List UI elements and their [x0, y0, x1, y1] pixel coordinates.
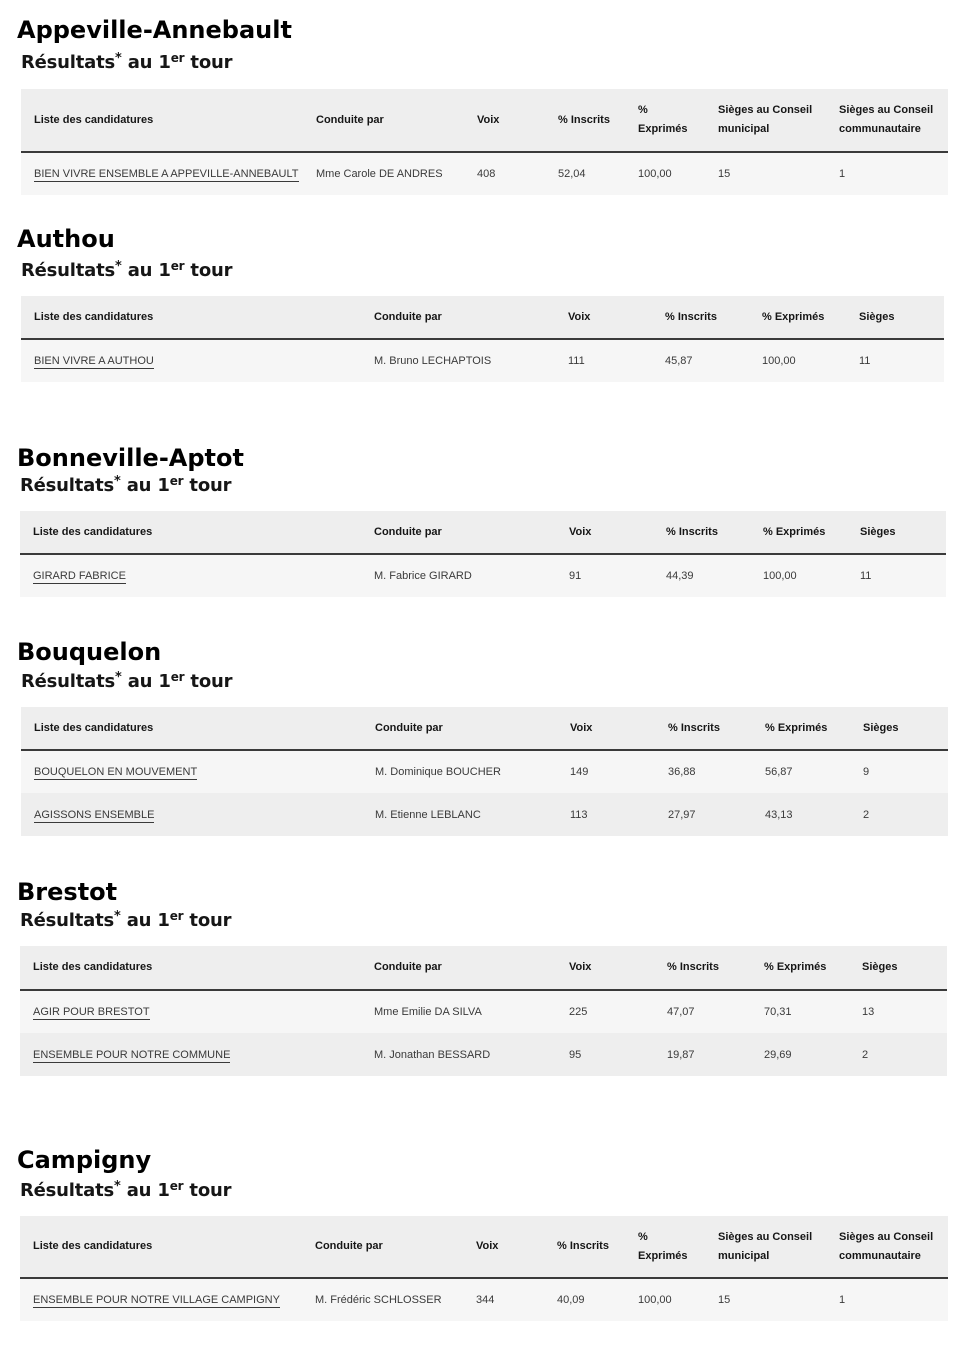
cell-liste: [20, 1033, 361, 1076]
results-label-mid: au 1: [120, 910, 170, 931]
results-label-suffix: tour: [183, 910, 232, 931]
results-table: [20, 1216, 948, 1321]
table-row: [21, 750, 948, 793]
cell-sieges-cm: 15: [705, 1278, 826, 1321]
header-liste: Liste des candidatures: [20, 946, 361, 990]
cell-voix: 95: [556, 1033, 654, 1076]
cell-inscrits: 40,09: [544, 1278, 625, 1321]
cell-voix: 408: [464, 152, 545, 195]
header-voix: Voix: [557, 707, 655, 750]
cell-sieges: 9: [850, 750, 948, 793]
header-liste: Liste des candidatures: [21, 89, 303, 152]
cell-exprimes: 100,00: [625, 1278, 705, 1321]
header-inscrits: % Inscrits: [654, 946, 751, 990]
results-label-asterisk: *: [114, 1179, 121, 1194]
header-sieges: Sièges: [850, 707, 948, 750]
results-label-suffix: tour: [183, 1180, 232, 1201]
cell-exprimes: 29,69: [751, 1033, 849, 1076]
commune-title: Campigny: [17, 1146, 152, 1174]
table-row: [21, 339, 944, 382]
cell-voix: 344: [463, 1278, 544, 1321]
cell-conduite: M. Jonathan BESSARD: [361, 1033, 556, 1076]
header-voix: Voix: [555, 296, 652, 339]
results-label-asterisk: *: [114, 474, 121, 489]
cell-voix: 149: [557, 750, 655, 793]
results-label-asterisk: *: [115, 670, 122, 685]
list-link[interactable]: BIEN VIVRE ENSEMBLE A APPEVILLE-ANNEBAULT: [34, 168, 299, 180]
results-table: [21, 707, 948, 836]
cell-liste: [20, 990, 361, 1033]
cell-voix: 91: [556, 554, 653, 597]
header-liste: Liste des candidatures: [21, 707, 362, 750]
header-voix: Voix: [556, 946, 654, 990]
results-label-ordinal: er: [169, 474, 184, 488]
header-inscrits: % Inscrits: [655, 707, 752, 750]
list-link[interactable]: AGISSONS ENSEMBLE: [34, 808, 155, 821]
list-link[interactable]: GIRARD FABRICE: [33, 570, 126, 582]
results-table: [21, 89, 948, 195]
cell-conduite: Mme Carole DE ANDRES: [303, 152, 464, 195]
cell-sieges: 11: [846, 339, 944, 382]
header-exprimes: % Exprimés: [625, 1216, 705, 1278]
header-conduite: Conduite par: [361, 946, 556, 990]
cell-liste: [20, 1278, 302, 1321]
header-voix: Voix: [464, 89, 545, 152]
results-label-prefix: Résultats: [21, 260, 116, 281]
header-exprimes: % Exprimés: [751, 946, 849, 990]
cell-liste: [21, 793, 362, 836]
cell-conduite: Mme Emilie DA SILVA: [361, 990, 556, 1033]
header-liste: Liste des candidatures: [21, 296, 361, 339]
cell-liste: [20, 554, 361, 597]
header-liste: Liste des candidatures: [20, 511, 361, 554]
cell-voix: 111: [555, 339, 652, 382]
header-exprimes: % Exprimés: [749, 296, 846, 339]
header-voix: Voix: [556, 511, 653, 554]
header-sieges: Sièges: [849, 946, 947, 990]
results-label-asterisk: *: [115, 51, 122, 66]
cell-conduite: M. Etienne LEBLANC: [362, 793, 557, 836]
cell-exprimes: 100,00: [750, 554, 847, 597]
cell-exprimes: 56,87: [752, 750, 850, 793]
results-label-prefix: Résultats: [21, 52, 116, 73]
results-label-ordinal: er: [170, 259, 185, 273]
cell-sieges-cc: 1: [826, 152, 948, 195]
cell-sieges: 2: [850, 793, 948, 836]
results-label-ordinal: er: [169, 1179, 184, 1193]
results-subtitle: [21, 260, 232, 282]
results-label-prefix: Résultats: [21, 671, 116, 692]
cell-sieges-cc: 1: [826, 1278, 948, 1321]
results-label-suffix: tour: [184, 260, 233, 281]
table-header-row: [20, 1216, 948, 1278]
results-label-prefix: Résultats: [20, 475, 115, 496]
cell-conduite: M. Frédéric SCHLOSSER: [302, 1278, 463, 1321]
cell-liste: [21, 750, 362, 793]
cell-inscrits: 52,04: [545, 152, 625, 195]
cell-voix: 113: [557, 793, 655, 836]
header-sieges-cm: Sièges au Conseil municipal: [705, 1216, 826, 1278]
cell-sieges: 13: [849, 990, 947, 1033]
commune-title: Bouquelon: [17, 638, 162, 666]
results-label-mid: au 1: [120, 475, 170, 496]
results-table: [20, 511, 946, 597]
cell-conduite: M. Fabrice GIRARD: [361, 554, 556, 597]
table-header-row: [21, 296, 944, 339]
header-inscrits: % Inscrits: [653, 511, 750, 554]
list-link[interactable]: ENSEMBLE POUR NOTRE VILLAGE CAMPIGNY: [33, 1294, 280, 1306]
cell-conduite: M. Bruno LECHAPTOIS: [361, 339, 555, 382]
header-voix: Voix: [463, 1216, 544, 1278]
list-link[interactable]: BIEN VIVRE A AUTHOU: [34, 355, 154, 367]
table-row: [20, 990, 947, 1033]
table-header-row: [21, 707, 948, 750]
results-label-mid: au 1: [121, 671, 171, 692]
header-sieges-cc: Sièges au Conseil communautaire: [826, 1216, 948, 1278]
results-label-ordinal: er: [170, 51, 185, 65]
header-sieges: Sièges: [846, 296, 944, 339]
header-conduite: Conduite par: [361, 511, 556, 554]
cell-conduite: M. Dominique BOUCHER: [362, 750, 557, 793]
cell-liste: [21, 339, 361, 382]
cell-exprimes: 100,00: [625, 152, 705, 195]
cell-inscrits: 19,87: [654, 1033, 751, 1076]
commune-title: Brestot: [17, 878, 118, 906]
list-link[interactable]: AGIR POUR BRESTOT: [33, 1006, 150, 1018]
commune-title: Appeville-Annebault: [17, 16, 292, 44]
table-header-row: [20, 511, 946, 554]
cell-exprimes: 70,31: [751, 990, 849, 1033]
cell-sieges-cm: 15: [705, 152, 826, 195]
cell-exprimes: 100,00: [749, 339, 846, 382]
cell-inscrits: 36,88: [655, 750, 752, 793]
table-row: [21, 152, 948, 195]
header-conduite: Conduite par: [302, 1216, 463, 1278]
header-exprimes: % Exprimés: [750, 511, 847, 554]
table-row: [20, 1278, 948, 1321]
header-sieges-cm: Sièges au Conseil municipal: [705, 89, 826, 152]
header-inscrits: % Inscrits: [544, 1216, 625, 1278]
table-row: [21, 793, 948, 836]
cell-sieges: 2: [849, 1033, 947, 1076]
header-sieges: Sièges: [847, 511, 946, 554]
cell-sieges: 11: [847, 554, 946, 597]
header-inscrits: % Inscrits: [545, 89, 625, 152]
results-label-suffix: tour: [183, 475, 232, 496]
header-liste: Liste des candidatures: [20, 1216, 302, 1278]
results-label-ordinal: er: [169, 909, 184, 923]
table-row: [20, 554, 946, 597]
header-conduite: Conduite par: [361, 296, 555, 339]
cell-exprimes: 43,13: [752, 793, 850, 836]
results-label-mid: au 1: [121, 260, 171, 281]
results-label-ordinal: er: [170, 670, 185, 684]
results-label-asterisk: *: [115, 259, 122, 274]
results-label-prefix: Résultats: [20, 910, 115, 931]
results-label-mid: au 1: [121, 52, 171, 73]
results-label-suffix: tour: [184, 52, 233, 73]
table-header-row: [20, 946, 947, 990]
results-subtitle: [20, 475, 231, 497]
results-label-suffix: tour: [184, 671, 233, 692]
results-subtitle: [20, 910, 231, 932]
cell-inscrits: 47,07: [654, 990, 751, 1033]
cell-liste: [21, 152, 303, 195]
cell-voix: 225: [556, 990, 654, 1033]
results-subtitle: [21, 671, 232, 693]
results-table: [20, 946, 947, 1076]
list-link[interactable]: BOUQUELON EN MOUVEMENT: [34, 766, 198, 778]
cell-inscrits: 45,87: [652, 339, 749, 382]
table-header-row: [21, 89, 948, 152]
results-subtitle: [21, 52, 232, 74]
commune-title: Authou: [17, 225, 115, 253]
header-inscrits: % Inscrits: [652, 296, 749, 339]
table-row: [20, 1033, 947, 1076]
cell-inscrits: 44,39: [653, 554, 750, 597]
header-exprimes: % Exprimés: [625, 89, 705, 152]
header-conduite: Conduite par: [362, 707, 557, 750]
header-conduite: Conduite par: [303, 89, 464, 152]
results-label-prefix: Résultats: [20, 1180, 115, 1201]
header-sieges-cc: Sièges au Conseil communautaire: [826, 89, 948, 152]
results-label-mid: au 1: [120, 1180, 170, 1201]
header-exprimes: % Exprimés: [752, 707, 850, 750]
list-link[interactable]: ENSEMBLE POUR NOTRE COMMUNE: [33, 1048, 231, 1061]
results-subtitle: [20, 1180, 231, 1202]
results-label-asterisk: *: [114, 909, 121, 924]
results-table: [21, 296, 944, 382]
cell-inscrits: 27,97: [655, 793, 752, 836]
commune-title: Bonneville-Aptot: [17, 444, 244, 472]
